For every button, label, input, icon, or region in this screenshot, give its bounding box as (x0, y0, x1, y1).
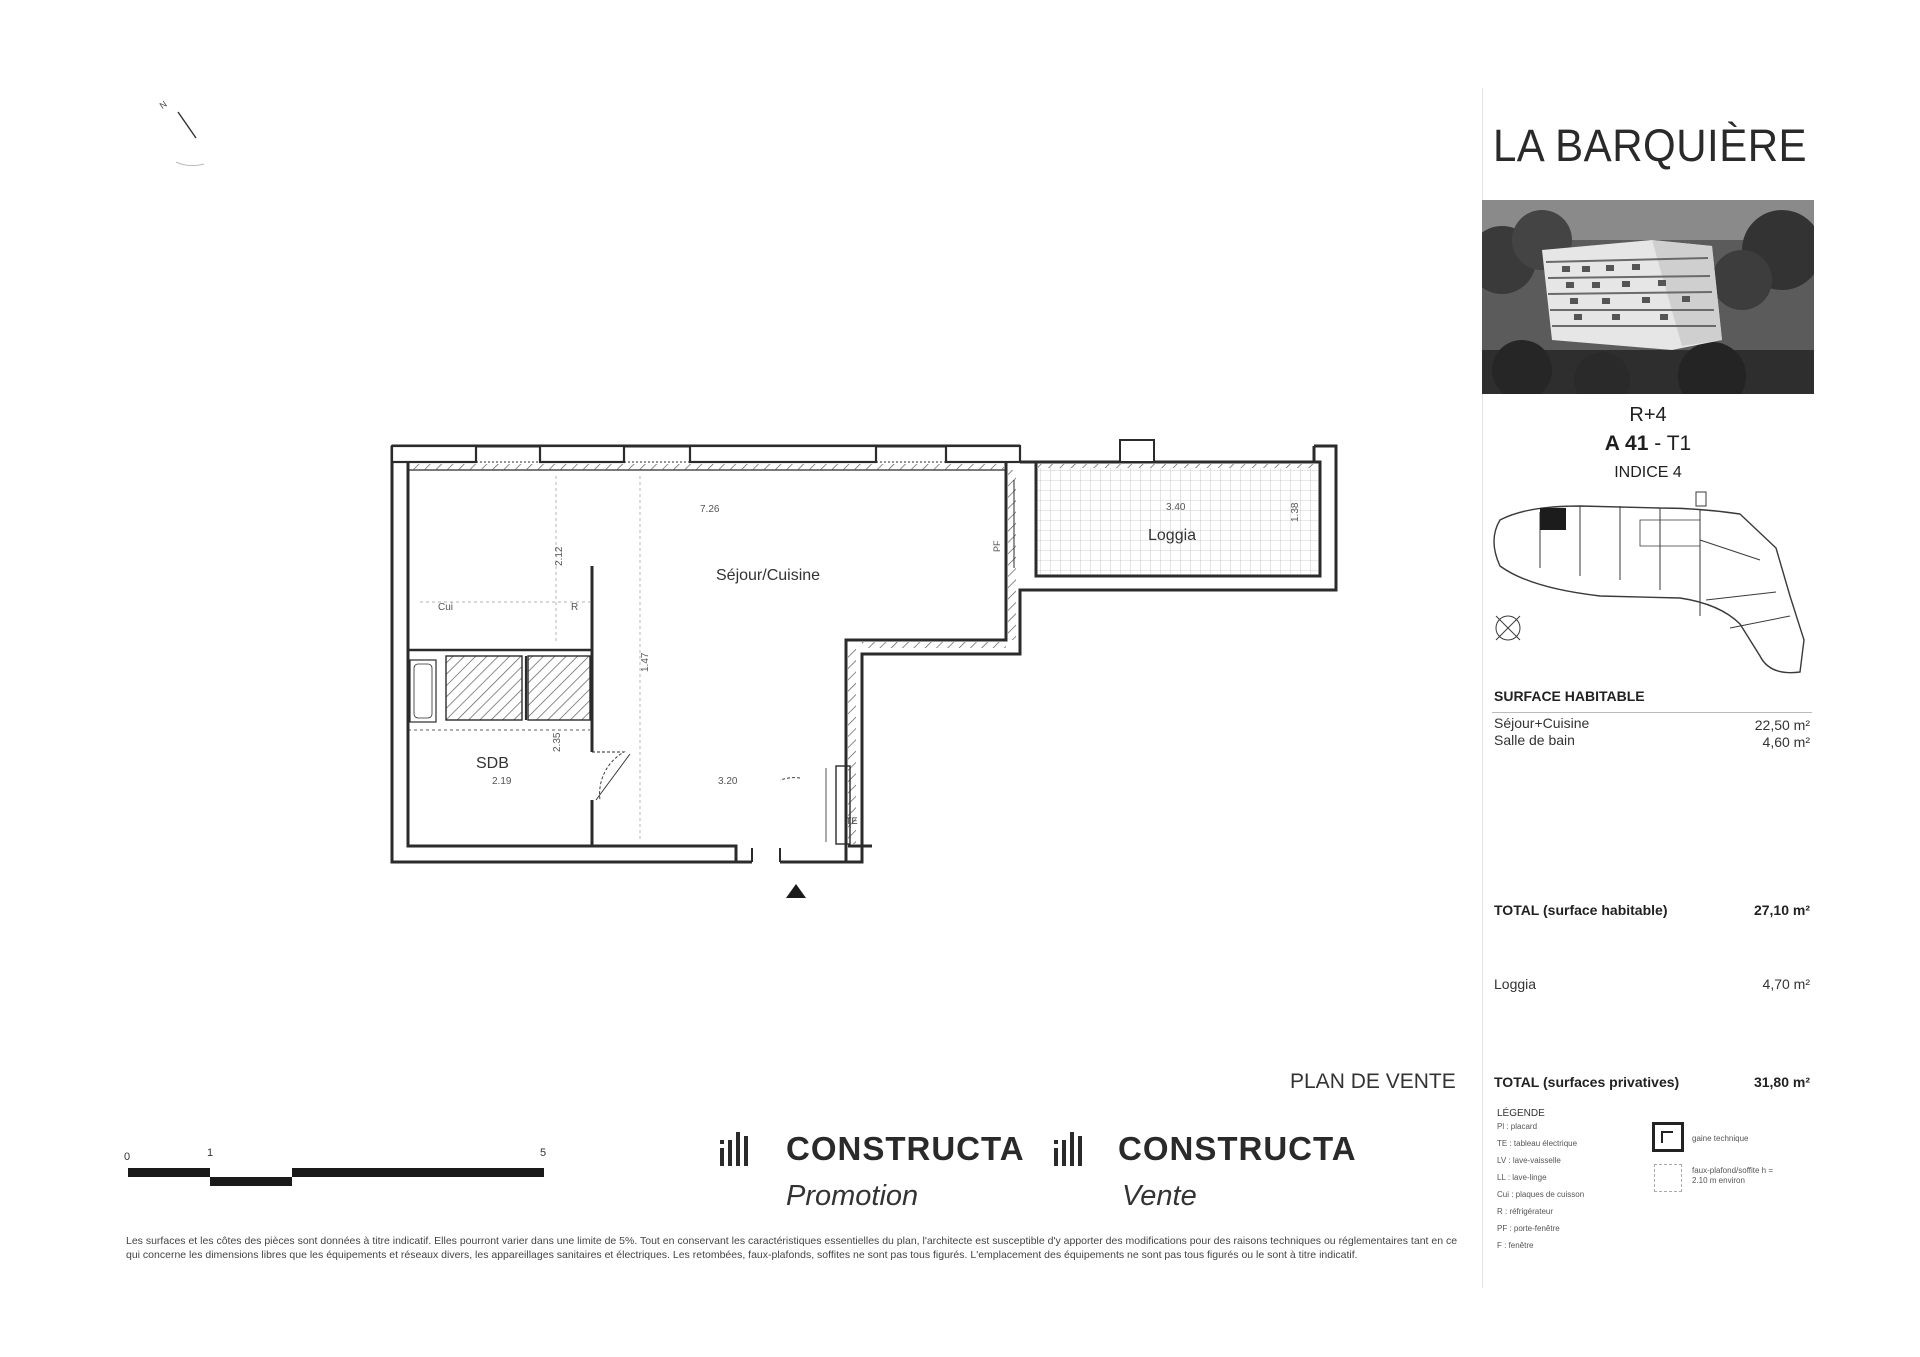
room-label-bath: SDB (476, 755, 509, 772)
scale-tick-5: 5 (540, 1147, 547, 1159)
unit-code: A 41 (1604, 432, 1649, 455)
key-plan (1494, 492, 1804, 673)
legend-item: Cui : plaques de cuisson (1497, 1190, 1585, 1199)
brand-name-promotion: CONSTRUCTA (786, 1130, 1025, 1167)
unit-separator: - (1648, 432, 1667, 455)
gaine-technique-icon (1652, 1122, 1684, 1152)
total-private-label: TOTAL (surfaces privatives) (1494, 1074, 1680, 1090)
sheet-title: PLAN DE VENTE (1290, 1070, 1456, 1093)
legend-heading: LÉGENDE (1497, 1108, 1545, 1119)
entrance-arrow-icon (786, 884, 806, 898)
room-label-loggia: Loggia (1148, 527, 1197, 544)
total-private-value: 31,80 m² (1753, 1074, 1810, 1090)
brand-subtitle-promotion: Promotion (786, 1180, 919, 1212)
legend-item: F : fenêtre (1497, 1241, 1534, 1250)
label-te: TE (846, 816, 858, 826)
north-arrow-icon (158, 99, 204, 166)
dim-bath-depth: 2.35 (552, 732, 563, 752)
legend-item: LV : lave-vaisselle (1497, 1156, 1561, 1165)
constructa-logo-icon (718, 1132, 766, 1168)
surface-heading-rule (1492, 712, 1812, 713)
total-habitable-label: TOTAL (surface habitable) (1494, 902, 1668, 918)
label-r: R (571, 602, 579, 613)
surface-row-label: Salle de bain (1494, 732, 1575, 748)
label-cui: Cui (438, 602, 454, 613)
floor-level: R+4 (1629, 404, 1667, 426)
loggia-tiles (1038, 468, 1318, 574)
unit-type: T1 (1666, 432, 1692, 455)
unit-identifier (1468, 432, 1828, 456)
surface-heading: SURFACE HABITABLE (1494, 688, 1645, 704)
project-title: LA BARQUIÈRE (1492, 120, 1808, 171)
legend-item: TE : tableau électrique (1497, 1139, 1578, 1148)
dim-entry-width: 3.20 (718, 776, 738, 787)
faux-plafond-label: faux-plafond/soffite h = 2.10 m environ (1692, 1166, 1774, 1185)
dim-loggia-depth: 1.38 (1290, 502, 1301, 522)
brand-subtitle-vente: Vente (1122, 1180, 1197, 1212)
legend-item: PF : porte-fenêtre (1497, 1224, 1560, 1233)
faux-plafond-icon (1654, 1164, 1682, 1192)
legend-item: Pl : placard (1497, 1122, 1538, 1131)
total-habitable-value: 27,10 m² (1753, 902, 1810, 918)
surface-row-label: Séjour+Cuisine (1494, 715, 1590, 731)
north-label: N (157, 98, 169, 111)
scale-bar (124, 1147, 546, 1186)
legend-item: LL : lave-linge (1497, 1173, 1547, 1182)
loggia-label: Loggia (1494, 976, 1537, 992)
label-pf: PF (992, 540, 1002, 552)
building-photo (1482, 200, 1814, 394)
disclaimer-text: Les surfaces et les côtes des pièces sont données à titre indicatif. Elles pourront varier dans une limite de 5%. Tout en conservant les caractéristiques essentielles du plan, l'architecte est susceptible d'y apporter des modifications pour des raisons techniques ou réglementaires tant en ce qui concerne les dimensions libres que les équipements et réseaux divers, les appareillages sanitaires et électriques. Les retombées, faux-plafonds, soffites ne sont pas tous figurés. L'emplacement des équipements ne sont pas tous figurés ou le sont à titre indicatif. (126, 1235, 1458, 1261)
brand-name-vente: CONSTRUCTA (1118, 1130, 1357, 1167)
surface-row-value: 4,60 m² (1762, 734, 1810, 750)
dim-living-mid: 1.47 (640, 652, 651, 672)
constructa-logo-icon (1052, 1132, 1100, 1168)
dim-loggia-width: 3.40 (1166, 502, 1186, 513)
dim-living-depth: 2.12 (554, 546, 565, 566)
gaine-technique-label: gaine technique (1692, 1134, 1749, 1143)
loggia-value: 4,70 m² (1762, 976, 1810, 992)
scale-tick-0: 0 (124, 1151, 131, 1163)
scale-tick-1: 1 (207, 1147, 214, 1159)
surface-row-value: 22,50 m² (1754, 717, 1810, 733)
dim-living-width: 7.26 (700, 504, 720, 515)
key-plan-unit-highlight (1540, 508, 1566, 530)
entrance (752, 766, 850, 862)
legend-item: R : réfrigérateur (1497, 1207, 1554, 1216)
revision-index: INDICE 4 (1614, 464, 1682, 481)
room-label-living: Séjour/Cuisine (716, 567, 821, 584)
dim-bath-width: 2.19 (492, 776, 512, 787)
